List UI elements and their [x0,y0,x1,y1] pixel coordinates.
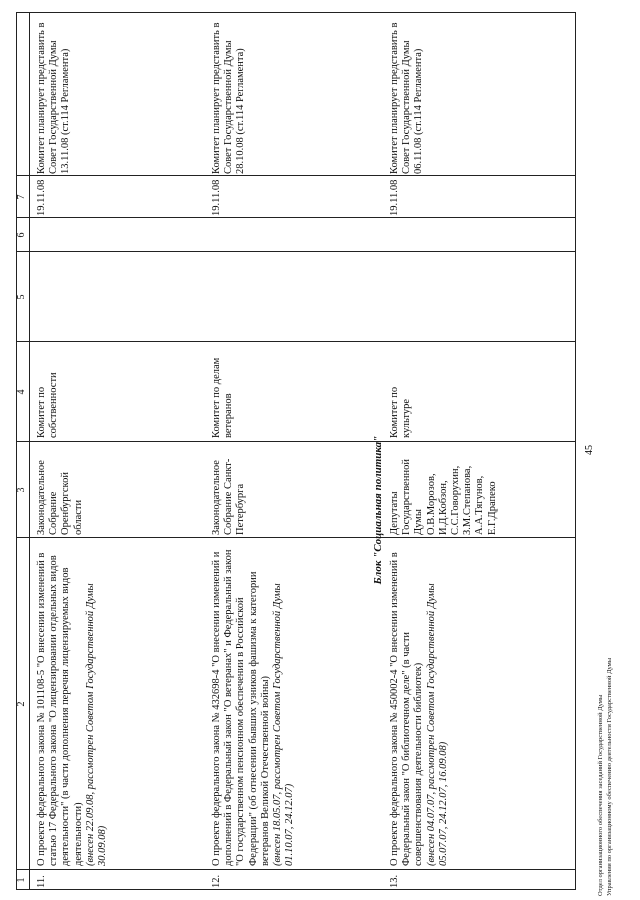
date: 19.11.08 [211,179,222,216]
plan: Комитет планирует представить в Совет Государственной Думы 13.11.08 (ст.114 Регламента) [36,22,72,174]
bill-description [389,544,450,866]
bill-text: О проекте федерального закона № 450002-4 "О внесении изменений в Федеральный закон "О библиотечном деле" (в части совершенствования деятельности библиотек) [389,552,425,866]
row-number: 13. [389,874,400,888]
footer [596,296,614,896]
row-number: 12. [211,874,222,888]
initiator: Законодательное Собрание Санкт-Петербурга [211,458,247,535]
page-number: 45 [584,445,595,455]
bill-description [211,544,296,866]
bill-text: О проекте федерального закона № 432698-4 "О внесении изменений и дополнений в Федеральный закон "О ветеранах" и Федеральный закон "О государственном пенсионном обеспечении в Российской Федерации" (об отнесении бывших узников фашизма к категории ветеранов Великой Отечественной войны) [211,549,271,866]
footer-line-1: Отдел организационного обеспечения заседаний Государственной Думы [597,694,604,896]
initiator: Законодательное Собрание Оренбургской области [36,460,84,535]
bill-note: (внесен 18.05.07, рассмотрен Советом Государственной Думы 01.10.07, 24.12.07) [272,583,296,866]
plan: Комитет планирует представить в Совет Государственной Думы 06.11.08 (ст.114 Регламента) [389,22,425,174]
block-title: Блок "Социальная политика" [372,435,384,585]
footer-line-2: Управления по организационному обеспечению деятельности Государственной Думы [606,657,613,896]
bill-description [36,544,109,866]
col-header-4: 4 [16,389,27,395]
bill-note: (внесен 04.07.07, рассмотрен Советом Государственной Думы 05.07.07, 24.12.07, 16.09.08) [425,583,449,866]
committee: Комитет по культуре [389,386,413,438]
bill-note: (внесен 22.09.08, рассмотрен Советом Государственной Думы 30.09.08) [84,583,109,866]
col-header-2: 2 [16,701,27,707]
col-header-6: 6 [16,232,27,238]
committee: Комитет по собственности [36,372,60,438]
table [16,12,576,890]
col-header-1: 1 [16,877,27,883]
date: 19.11.08 [36,179,47,216]
row-number: 11. [36,875,47,888]
initiator: Депутаты Государственной Думы О.В.Морозов, И.Д.Кобзон, С.С.Говорухин, З.М.Степанова, А.А.Тягунов, Е.Г.Драпеко [389,459,498,535]
col-header-7: 7 [16,194,27,200]
bill-text: О проекте федерального закона № 101108-5 "О внесении изменений в статью 17 Федерального закона "О лицензировании отдельных видов деятельности" (в части дополнения перечня лицензируемых видов деятельности) [36,552,84,866]
date: 19.11.08 [389,179,400,216]
plan: Комитет планирует представить в Совет Государственной Думы 28.10.08 (ст.114 Регламента) [211,22,247,174]
col-header-5: 5 [16,294,27,300]
col-header-3: 3 [16,487,27,493]
committee: Комитет по делам ветеранов [211,357,235,438]
